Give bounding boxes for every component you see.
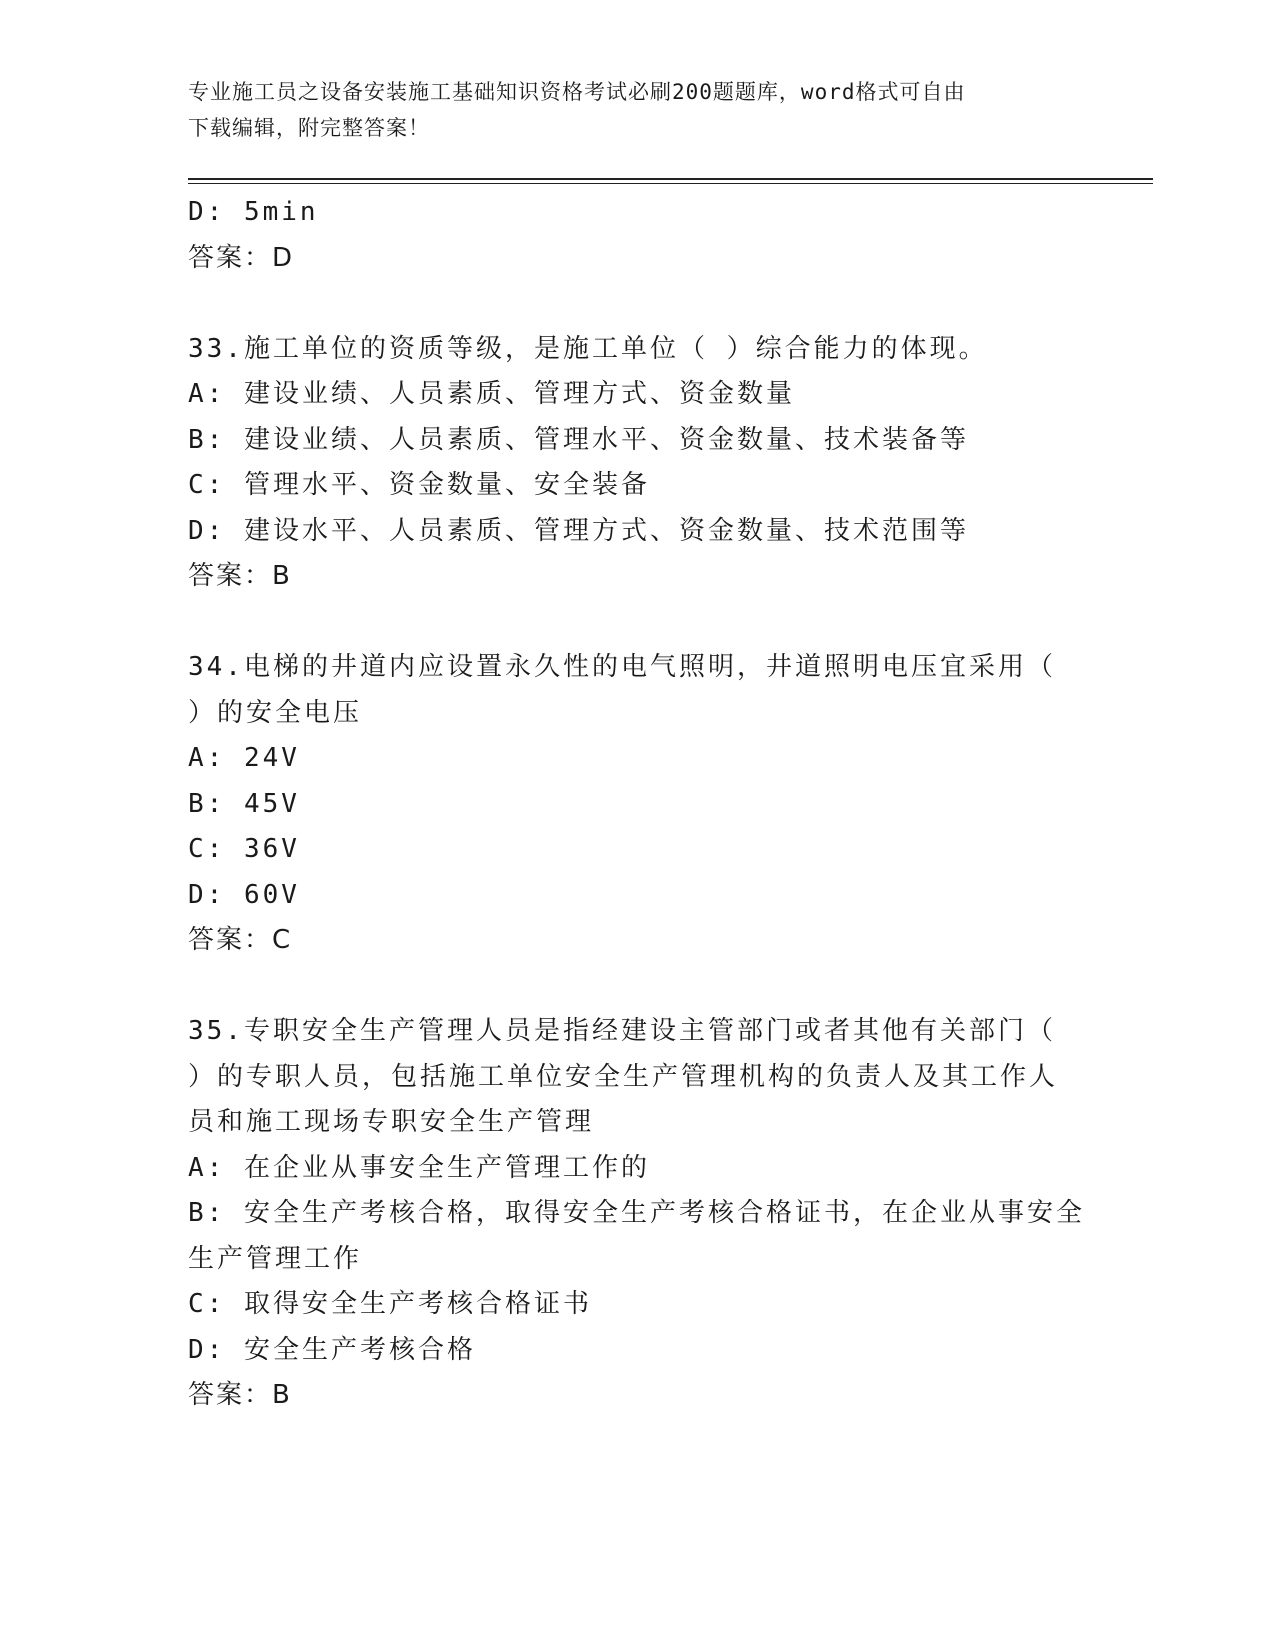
document-header bbox=[188, 74, 1068, 146]
option-d: D: 建设水平、人员素质、管理方式、资金数量、技术范围等 bbox=[188, 515, 969, 546]
option-d: D: 5min bbox=[188, 197, 319, 227]
question-stem-line-2: ）的安全电压 bbox=[188, 697, 363, 728]
question-33 bbox=[188, 327, 1088, 600]
question-stem-line-3: 员和施工现场专职安全生产管理 bbox=[188, 1107, 595, 1137]
option-d: D: 60V bbox=[188, 879, 300, 910]
header-title-line-2: 下载编辑，附完整答案！ bbox=[188, 116, 430, 140]
question-list bbox=[188, 190, 1088, 1419]
question-35 bbox=[188, 1009, 1088, 1419]
answer-label: 答案：B bbox=[188, 1380, 292, 1410]
question-32-tail bbox=[188, 190, 1088, 281]
header-title-line-1: 专业施工员之设备安装施工基础知识资格考试必刷200题题库，word格式可自由 bbox=[188, 80, 966, 104]
question-34 bbox=[188, 645, 1088, 964]
option-c: C: 管理水平、资金数量、安全装备 bbox=[188, 470, 650, 500]
header-divider-thin bbox=[188, 183, 1153, 184]
header-divider-thick bbox=[188, 178, 1153, 180]
option-d: D: 安全生产考核合格 bbox=[188, 1334, 476, 1365]
answer-label: 答案：B bbox=[188, 561, 292, 591]
option-c: C: 36V bbox=[188, 834, 300, 864]
answer-label: 答案：D bbox=[188, 242, 295, 273]
question-stem-line-1: 34.电梯的井道内应设置永久性的电气照明，井道照明电压宜采用（ bbox=[188, 652, 1056, 682]
option-b: B: 45V bbox=[188, 788, 300, 819]
option-b-line-1: B: 安全生产考核合格，取得安全生产考核合格证书，在企业从事安全 bbox=[188, 1198, 1085, 1228]
spacer bbox=[188, 281, 1088, 327]
option-b: B: 建设业绩、人员素质、管理水平、资金数量、技术装备等 bbox=[188, 424, 969, 455]
option-a: A: 建设业绩、人员素质、管理方式、资金数量 bbox=[188, 379, 795, 409]
spacer bbox=[188, 964, 1088, 1010]
option-c: C: 取得安全生产考核合格证书 bbox=[188, 1289, 592, 1319]
option-a: A: 24V bbox=[188, 743, 300, 773]
option-b-line-2: 生产管理工作 bbox=[188, 1243, 363, 1274]
question-stem-line-1: 35.专职安全生产管理人员是指经建设主管部门或者其他有关部门（ bbox=[188, 1016, 1056, 1046]
answer-label: 答案：C bbox=[188, 925, 293, 955]
spacer bbox=[188, 600, 1088, 646]
option-a: A: 在企业从事安全生产管理工作的 bbox=[188, 1152, 650, 1183]
question-stem: 33.施工单位的资质等级，是施工单位（ ）综合能力的体现。 bbox=[188, 333, 988, 364]
question-stem-line-2: ）的专职人员，包括施工单位安全生产管理机构的负责人及其工作人 bbox=[188, 1061, 1059, 1092]
